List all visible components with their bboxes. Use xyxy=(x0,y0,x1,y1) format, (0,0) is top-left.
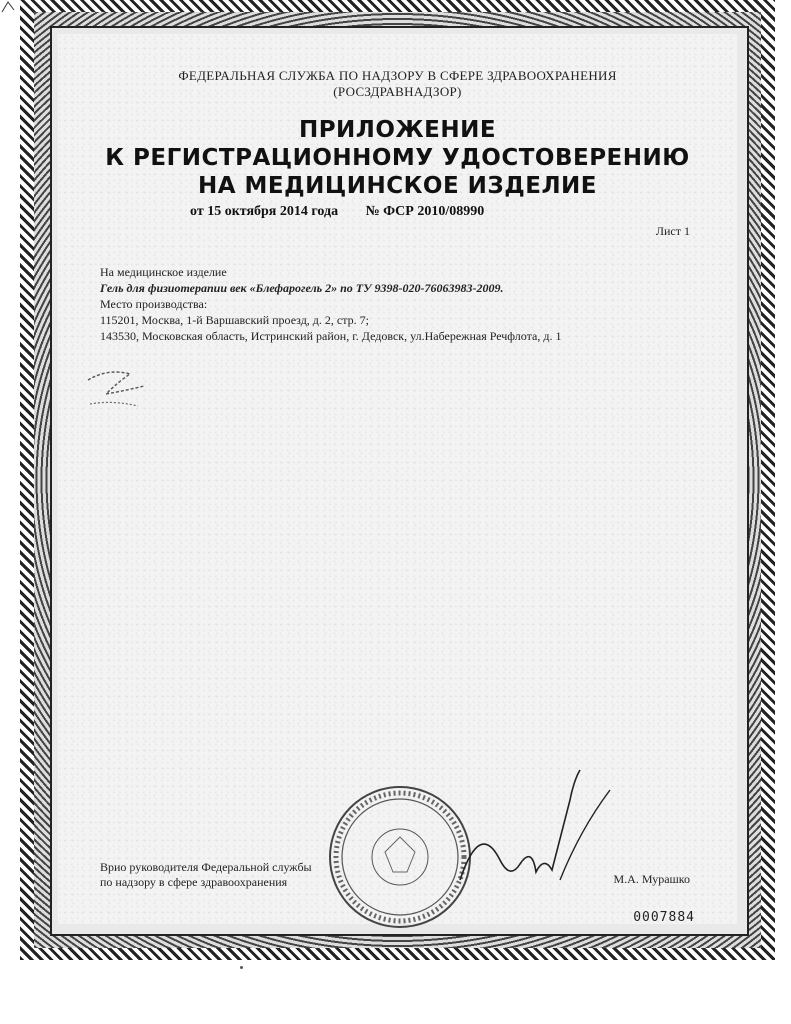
device-details xyxy=(100,264,700,344)
serial-number: 0007884 xyxy=(633,910,695,925)
title-line-2: К РЕГИСТРАЦИОННОМУ УДОСТОВЕРЕНИЮ xyxy=(105,145,690,171)
handwritten-mark-icon xyxy=(78,360,158,420)
signatory-position-line-2: по надзору в сфере здравоохранения xyxy=(100,875,288,889)
signatory-position-line-1: Врио руководителя Федеральной службы xyxy=(100,860,312,874)
device-label: На медицинское изделие xyxy=(100,265,227,279)
registration-date: от 15 октября 2014 года xyxy=(190,204,339,219)
registration-line xyxy=(190,204,610,220)
agency-name: ФЕДЕРАЛЬНАЯ СЛУЖБА ПО НАДЗОРУ В СФЕРЕ ЗДРАВООХРАНЕНИЯ xyxy=(178,68,617,83)
title-line-3: НА МЕДИЦИНСКОЕ ИЗДЕЛИЕ xyxy=(197,173,598,199)
signatory-position xyxy=(100,860,400,890)
corner-scribble-icon xyxy=(0,0,20,14)
title-line-1: ПРИЛОЖЕНИЕ xyxy=(298,117,497,143)
registration-number: № ФСР 2010/08990 xyxy=(365,204,485,219)
device-name: Гель для физиотерапии век «Блефарогель 2» по ТУ 9398-020-76063983-2009. xyxy=(100,281,504,295)
agency-abbreviation: (РОСЗДРАВНАДЗОР) xyxy=(333,84,462,99)
signatory-name: М.А. Мурашко xyxy=(613,872,690,886)
production-address-1: 115201, Москва, 1-й Варшавский проезд, д. 2, стр. 7; xyxy=(100,313,369,327)
sheet-number: Лист 1 xyxy=(655,224,690,238)
production-address-2: 143530, Московская область, Истринский район, г. Дедовск, ул.Набережная Речфлота, д. 1 xyxy=(100,329,562,343)
document-title xyxy=(58,116,737,200)
scan-speck xyxy=(240,966,243,969)
production-place-label: Место производства: xyxy=(100,297,208,311)
agency-header xyxy=(58,68,737,100)
